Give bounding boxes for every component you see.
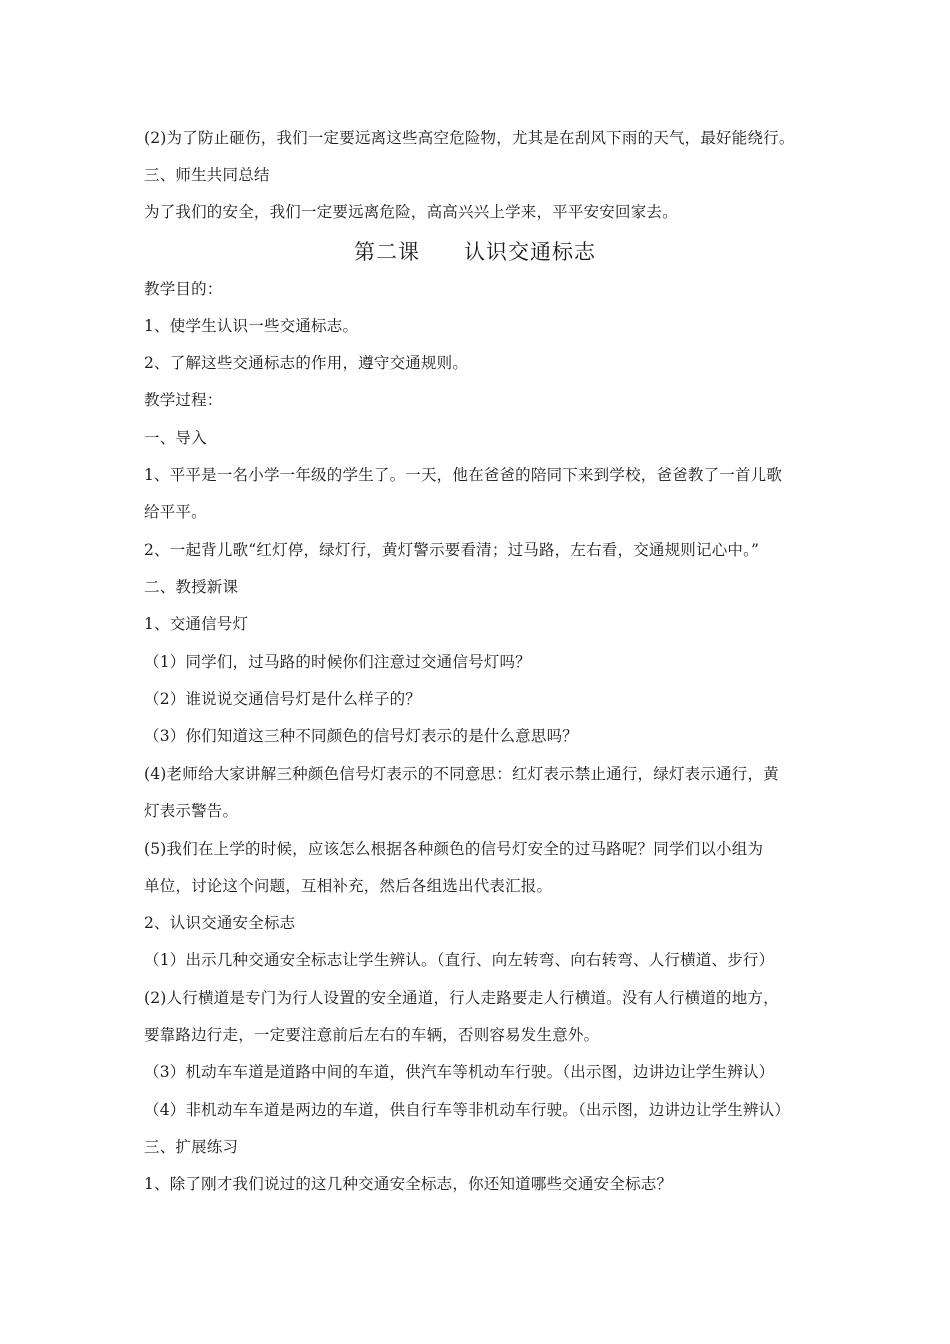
lesson-title: 第二课 认识交通标志 (354, 240, 596, 264)
section-heading: 1、交通信号灯 (144, 615, 249, 633)
paragraph-line: （3）机动车车道是道路中间的车道，供汽车等机动车行驶。（出示图，边讲边让学生辨认） (144, 1063, 775, 1081)
paragraph-line: 灯表示警告。 (144, 802, 239, 820)
paragraph-line: 2、一起背儿歌“红灯停，绿灯行，黄灯警示要看清；过马路，左右看，交通规则记心中。” (144, 541, 760, 559)
paragraph-line: 1、除了刚才我们说过的这几种交通安全标志，你还知道哪些交通安全标志？ (144, 1175, 673, 1193)
paragraph-line: 1、平平是一名小学一年级的学生了。一天，他在爸爸的陪同下来到学校，爸爸教了一首儿歌 (144, 466, 783, 484)
section-heading: 二、教授新课 (144, 578, 239, 596)
paragraph-line: (2)人行横道是专门为行人设置的安全通道，行人走路要走人行横道。没有人行横道的地方， (144, 989, 779, 1007)
section-heading: 2、认识交通安全标志 (144, 914, 296, 932)
paragraph-line: （2）谁说说交通信号灯是什么样子的？ (144, 690, 421, 708)
paragraph-line: （3）你们知道这三种不同颜色的信号灯表示的是什么意思吗？ (144, 727, 578, 745)
section-heading: 三、师生共同总结 (144, 166, 270, 184)
paragraph-line: （1）出示几种交通安全标志让学生辨认。（直行、向左转弯、向右转弯、人行横道、步行） (144, 951, 775, 969)
paragraph-line: 给平平。 (144, 503, 207, 521)
paragraph-line: (5)我们在上学的时候，应该怎么根据各种颜色的信号灯安全的过马路呢？同学们以小组为 (144, 840, 764, 858)
paragraph-line: (2)为了防止砸伤，我们一定要远离这些高空危险物，尤其是在刮风下雨的天气，最好能绕行。 (144, 129, 795, 147)
paragraph-line: 2、了解这些交通标志的作用，遵守交通规则。 (144, 354, 469, 372)
paragraph-line: 单位，讨论这个问题，互相补充，然后各组选出代表汇报。 (144, 877, 553, 895)
section-heading: 三、扩展练习 (144, 1138, 239, 1156)
paragraph-line: (4)老师给大家讲解三种颜色信号灯表示的不同意思：红灯表示禁止通行，绿灯表示通行，黄 (144, 765, 779, 783)
paragraph-line: 1、使学生认识一些交通标志。 (144, 317, 359, 335)
paragraph-line: （1）同学们，过马路的时候你们注意过交通信号灯吗？ (144, 653, 531, 671)
paragraph-line: （4）非机动车车道是两边的车道，供自行车等非机动车行驶。（出示图，边讲边让学生辨认） (144, 1101, 791, 1119)
section-heading: 教学过程： (144, 391, 223, 409)
paragraph-line: 为了我们的安全，我们一定要远离危险，高高兴兴上学来，平平安安回家去。 (144, 203, 678, 221)
section-heading: 教学目的： (144, 280, 223, 298)
section-heading: 一、导入 (144, 429, 207, 447)
paragraph-line: 要靠路边行走，一定要注意前后左右的车辆，否则容易发生意外。 (144, 1026, 600, 1044)
